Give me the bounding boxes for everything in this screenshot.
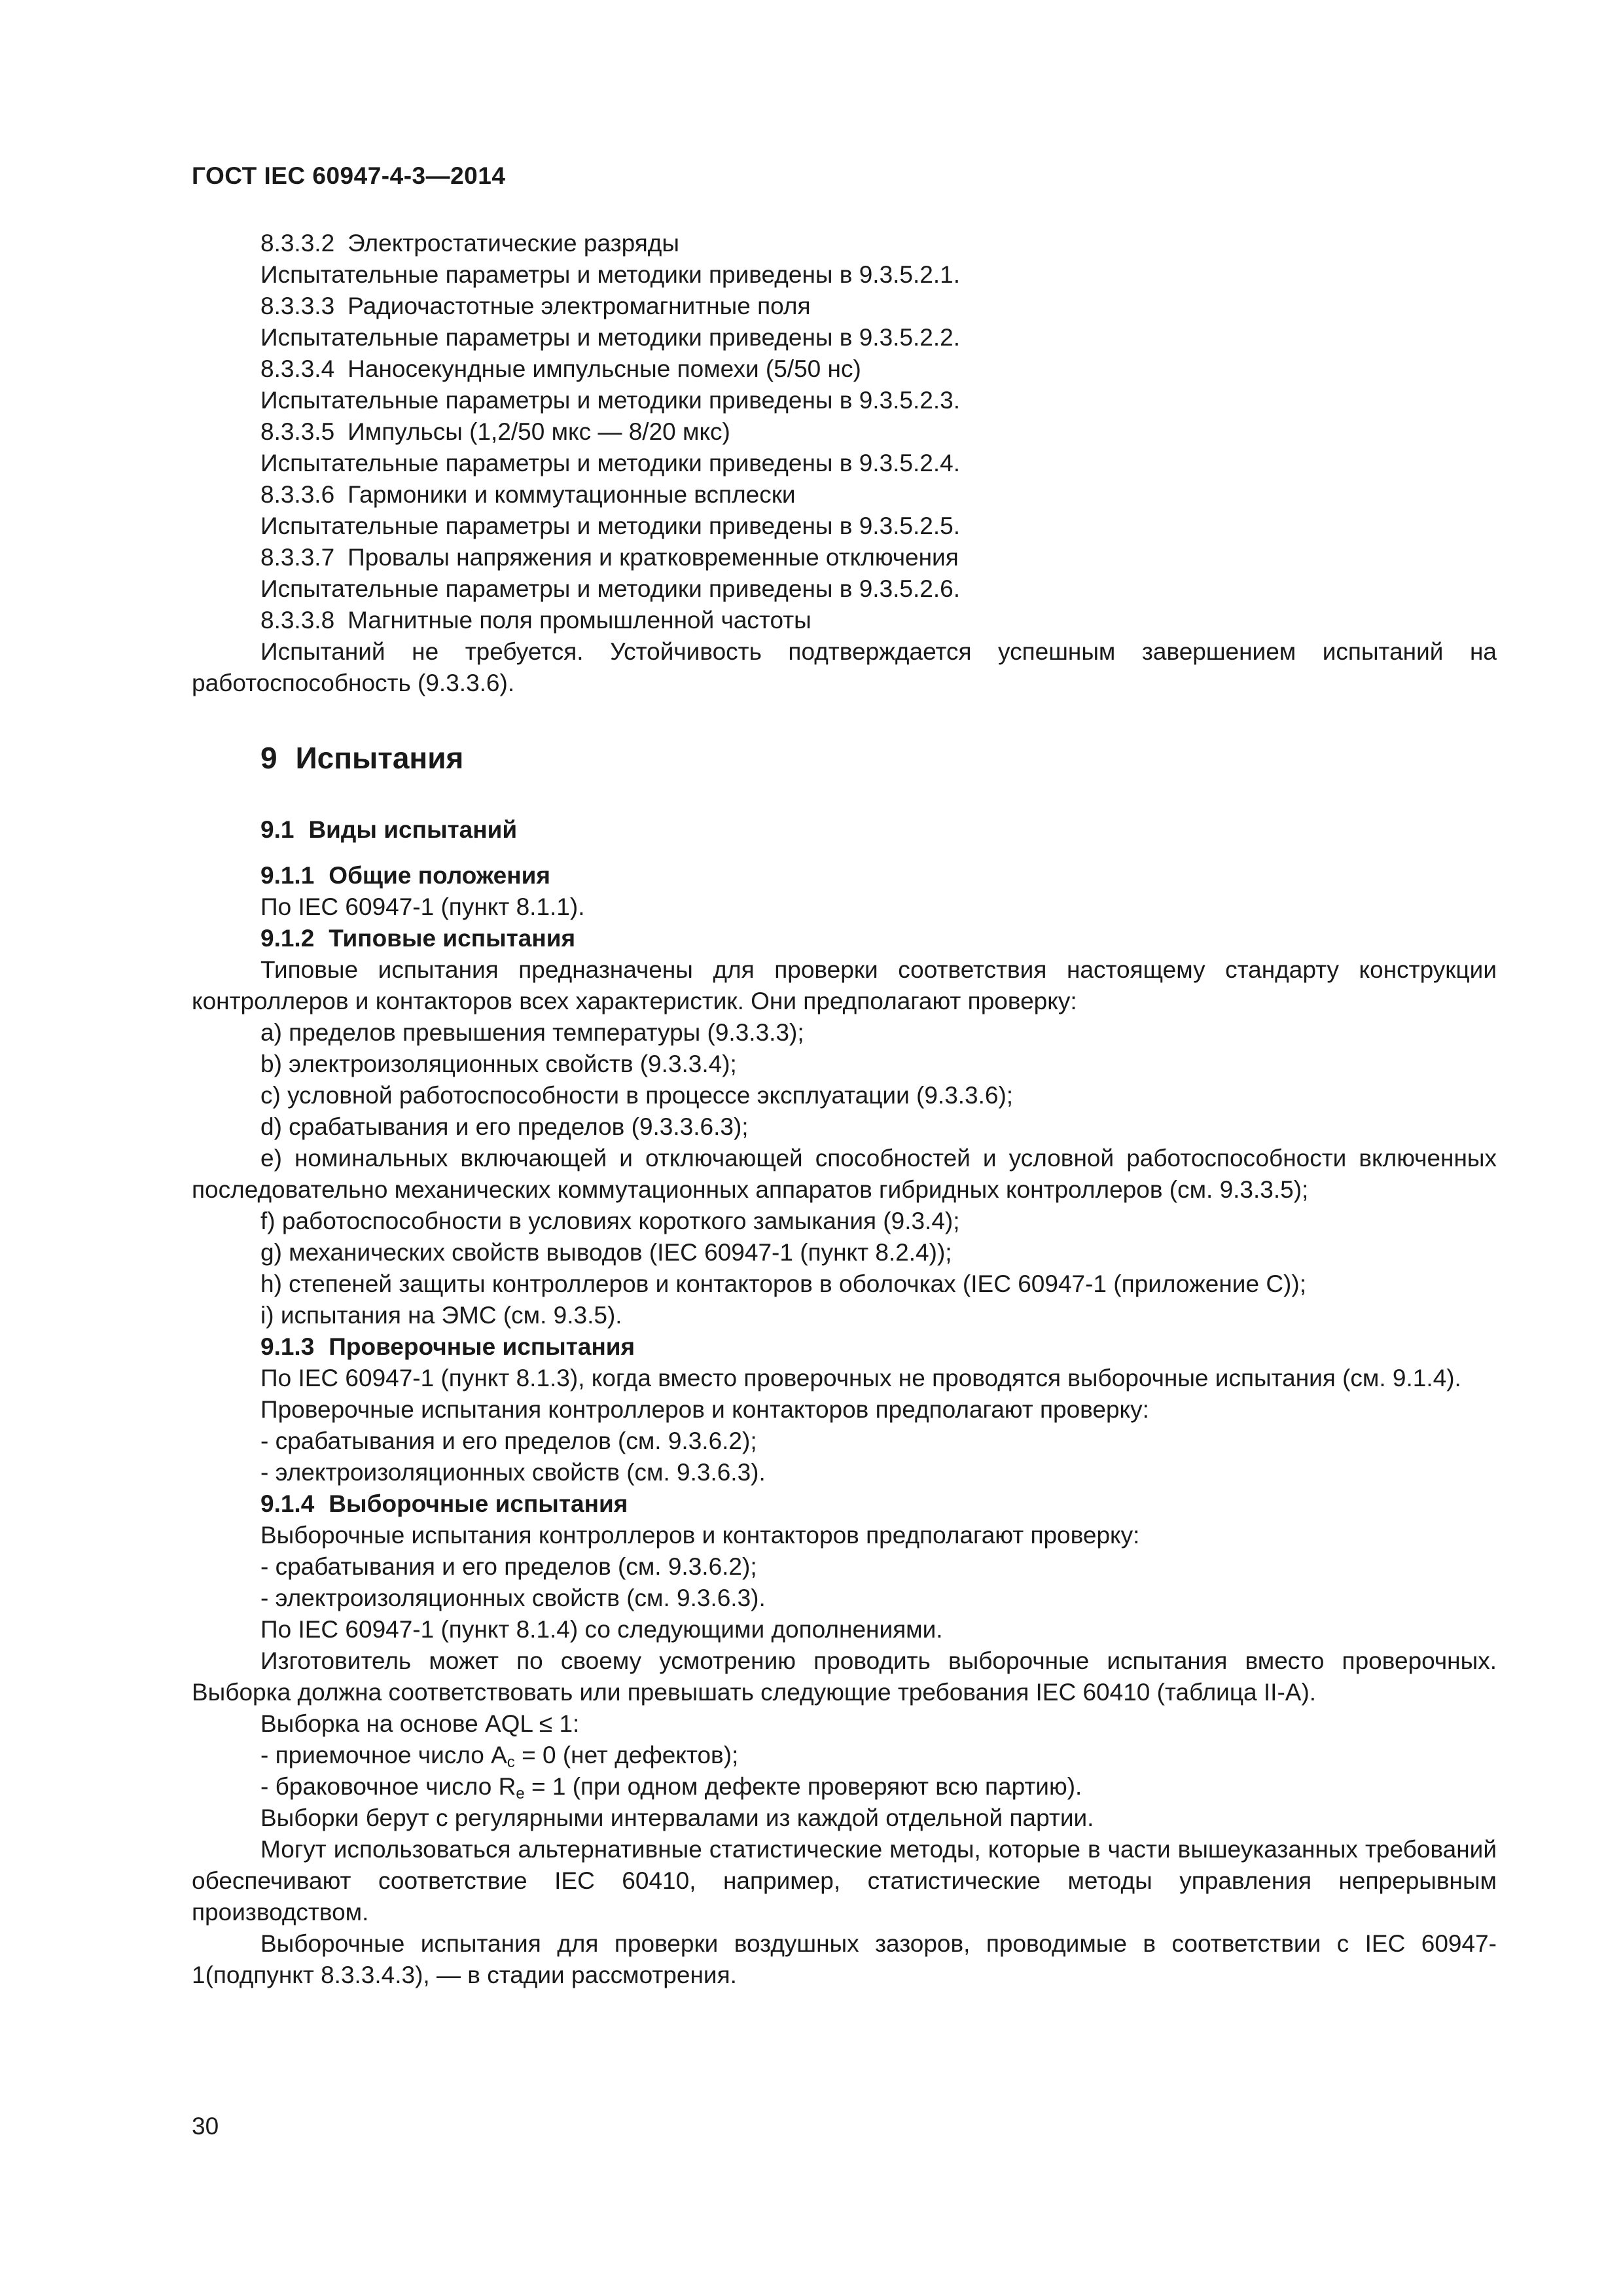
para-9-1-4-p7: Выборочные испытания для проверки воздушных зазоров, проводимые в соответствии с IEC 60947-1(подпункт 8.3.3.4.3), — в стадии рассмотрения. (192, 1930, 1497, 1988)
list-item: e) номинальных включающей и отключающей способностей и условной работоспособности включенных последовательно механических коммутационных аппаратов гибридных контроллеров (см. 9.3.3.5); (192, 1145, 1497, 1203)
page-content (192, 228, 1497, 1991)
clause-8-3-3-8-title: 8.3.3.8 Магнитные поля промышленной частоты (260, 607, 812, 634)
list-item: h) степеней защиты контроллеров и контакторов в оболочках (IEC 60947-1 (приложение С)); (260, 1270, 1306, 1297)
list-item: - электроизоляционных свойств (см. 9.3.6.3). (260, 1585, 766, 1611)
para-9-1-4-p3: Изготовитель может по своему усмотрению проводить выборочные испытания вместо проверочных. Выборка должна соответствовать или превышать следующие требования IEC 60410 (таблица II-A). (192, 1647, 1497, 1706)
list-item: - электроизоляционных свойств (см. 9.3.6.3). (260, 1459, 766, 1486)
list-item: - срабатывания и его пределов (см. 9.3.6.2); (260, 1553, 757, 1580)
para-9-1-4-p6: Могут использоваться альтернативные статистические методы, которые в части вышеуказанных требований обеспечивают соответствие IEC 60410, например, статистические методы управления непрерывным производством. (192, 1836, 1497, 1926)
heading-9-1-1: 9.1.1 Общие положения (260, 862, 550, 889)
clause-8-3-3-4-title: 8.3.3.4 Наносекундные импульсные помехи (5/50 нс) (260, 355, 861, 382)
para-9-1-4-p5: Выборки берут с регулярными интервалами из каждой отдельной партии. (260, 1804, 1094, 1831)
clause-8-3-3-2-title: 8.3.3.2 Электростатические разряды (260, 230, 679, 257)
heading-9-1-3: 9.1.3 Проверочные испытания (260, 1333, 635, 1360)
clause-8-3-3-6-title: 8.3.3.6 Гармоники и коммутационные всплески (260, 481, 796, 508)
rejection-number-item: - браковочное число $R_e = 1$ (при одном дефекте проверяют всю партию). (260, 1773, 1082, 1803)
list-item: b) электроизоляционных свойств (9.3.3.4); (260, 1050, 737, 1077)
section-9-heading: 9 Испытания (260, 741, 464, 775)
clause-8-3-3-5-title: 8.3.3.5 Импульсы (1,2/50 мкс — 8/20 мкс) (260, 418, 730, 445)
clause-8-3-3-3-title: 8.3.3.3 Радиочастотные электромагнитные поля (260, 293, 811, 319)
para-9-1-4-p1: Выборочные испытания контроллеров и контакторов предполагают проверку: (260, 1522, 1140, 1549)
para-9-1-3-p2: Проверочные испытания контроллеров и контакторов предполагают проверку: (260, 1396, 1149, 1423)
heading-9-1-2: 9.1.2 Типовые испытания (260, 925, 576, 952)
list-item: - срабатывания и его пределов (см. 9.3.6.2); (260, 1427, 757, 1454)
document-header: ГОСТ IEC 60947-4-3—2014 (192, 162, 506, 189)
clause-8-3-3-8-text: Испытаний не требуется. Устойчивость подтверждается успешным завершением испытаний на работоспособность (9.3.3.6). (192, 638, 1497, 696)
list-item: f) работоспособности в условиях короткого замыкания (9.3.4); (260, 1208, 960, 1234)
clause-8-3-3-7-title: 8.3.3.7 Провалы напряжения и кратковременные отключения (260, 544, 959, 571)
heading-9-1-4: 9.1.4 Выборочные испытания (260, 1490, 628, 1517)
clause-8-3-3-3-text: Испытательные параметры и методики приведены в 9.3.5.2.2. (260, 324, 961, 351)
clause-8-3-3-5-text: Испытательные параметры и методики приведены в 9.3.5.2.4. (260, 450, 961, 476)
heading-9-1: 9.1 Виды испытаний (260, 816, 518, 843)
acceptance-number-item: - приемочное число $A_c = 0$ (нет дефектов); (260, 1742, 739, 1771)
para-9-1-4-p4: Выборка на основе AQL ≤ 1: (260, 1710, 580, 1737)
list-item: i) испытания на ЭМС (см. 9.3.5). (260, 1302, 622, 1329)
para-9-1-3-p1: По IEC 60947-1 (пункт 8.1.3), когда вместо проверочных не проводятся выборочные испытания (см. 9.1.4). (260, 1365, 1461, 1391)
clause-8-3-3-6-text: Испытательные параметры и методики приведены в 9.3.5.2.5. (260, 512, 961, 539)
clause-8-3-3-7-text: Испытательные параметры и методики приведены в 9.3.5.2.6. (260, 575, 961, 602)
list-item: d) срабатывания и его пределов (9.3.3.6.3); (260, 1113, 749, 1140)
list-item: g) механических свойств выводов (IEC 60947-1 (пункт 8.2.4)); (260, 1239, 952, 1266)
list-item: a) пределов превышения температуры (9.3.3.3); (260, 1019, 804, 1046)
para-9-1-2-intro: Типовые испытания предназначены для проверки соответствия настоящему стандарту конструкции контроллеров и контакторов всех характеристик. Они предполагают проверку: (192, 956, 1497, 1014)
para-9-1-4-p2: По IEC 60947-1 (пункт 8.1.4) со следующими дополнениями. (260, 1616, 943, 1643)
page-number: 30 (192, 2113, 219, 2140)
clause-8-3-3-2-text: Испытательные параметры и методики приведены в 9.3.5.2.1. (260, 261, 961, 288)
clause-8-3-3-4-text: Испытательные параметры и методики приведены в 9.3.5.2.3. (260, 387, 961, 414)
para-9-1-1: По IEC 60947-1 (пункт 8.1.1). (260, 893, 585, 920)
list-item: c) условной работоспособности в процессе эксплуатации (9.3.3.6); (260, 1082, 1014, 1109)
